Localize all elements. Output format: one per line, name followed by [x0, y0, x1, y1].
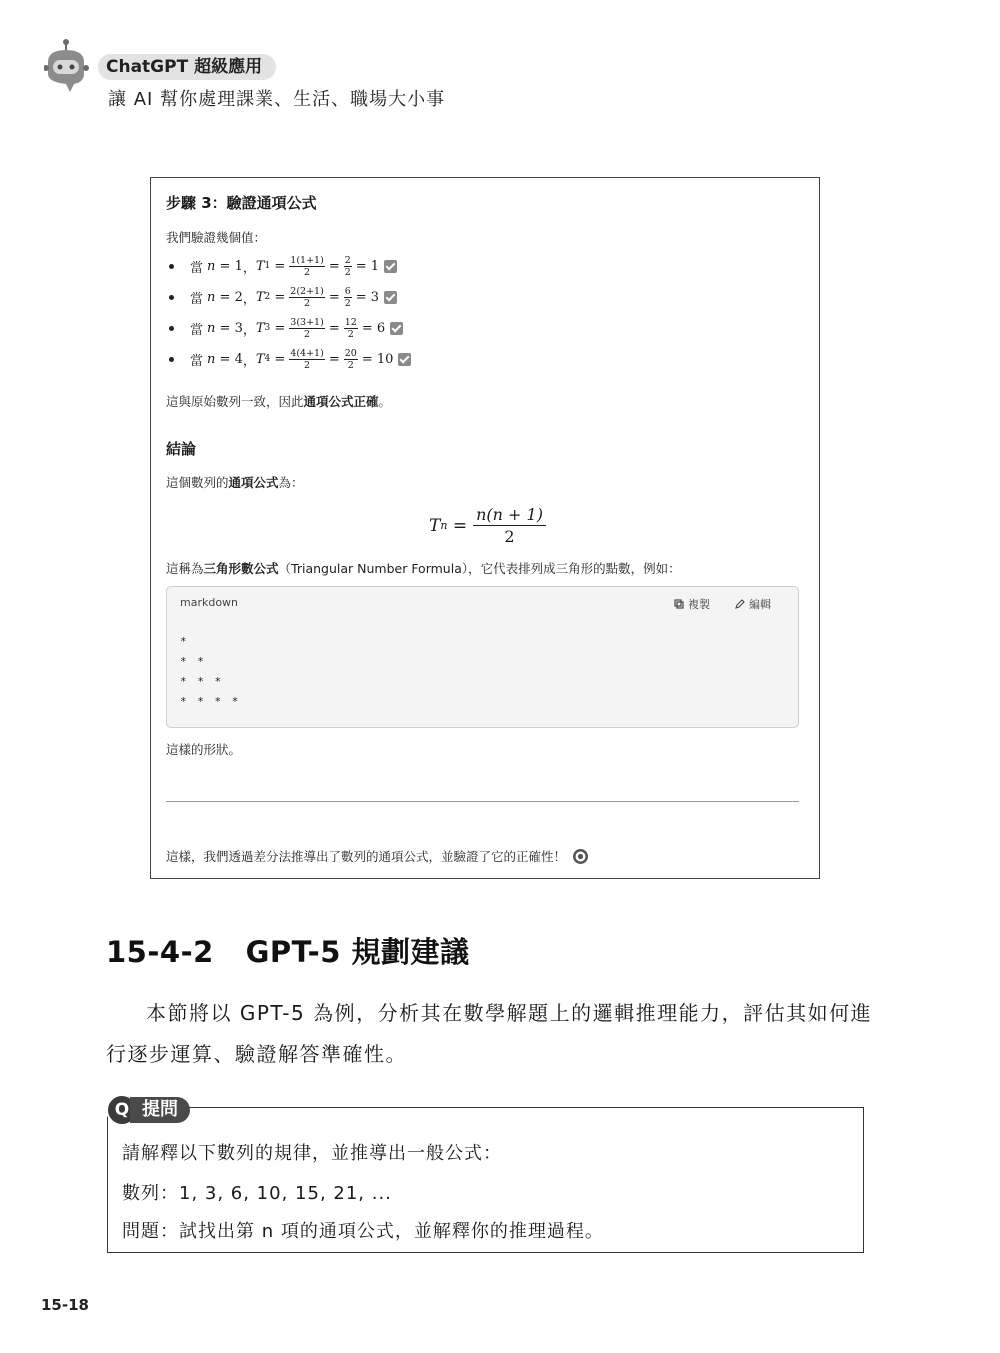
section-title: GPT-5 規劃建議 [245, 935, 470, 969]
row-n: 2 [234, 289, 243, 305]
row-frac2-num: 2 [344, 254, 351, 266]
row-frac-num: 4(4+1) [290, 347, 324, 359]
row-frac2-den: 2 [344, 266, 351, 278]
target-icon [572, 848, 589, 865]
formula-denominator: 2 [504, 527, 515, 546]
checkmark-icon [384, 260, 397, 273]
code-block [166, 586, 799, 728]
row-prefix: 當 [190, 291, 204, 307]
edit-label: 編輯 [749, 598, 771, 611]
row-prefix: 當 [190, 260, 204, 276]
row-prefix: 當 [190, 322, 204, 338]
bullet-icon [169, 326, 174, 331]
conclusion-heading: 結論 [166, 440, 197, 458]
question-line: 請解釋以下數列的規律，並推導出一般公式： [122, 1143, 502, 1164]
copy-icon [674, 599, 684, 609]
row-frac-den: 2 [304, 359, 311, 371]
robot-mascot-icon [44, 38, 100, 98]
verify-row: 當 n = 4 ， T 4 = $\frac{4(4+1)}{2}$ = $\frac{20}{2}$ = 10 [169, 347, 411, 371]
code-line: * * * * [180, 695, 241, 708]
row-result: 3 [370, 289, 380, 305]
formula-sub: n [440, 519, 448, 532]
bullet-icon [169, 264, 174, 269]
row-n: 1 [234, 258, 243, 274]
verify-intro: 我們驗證幾個值： [166, 230, 267, 245]
verify-row: 當 n = 1 ， T 1 = $\frac{1(1+1)}{2}$ = $\frac{2}{2}$ = 1 [169, 254, 397, 278]
bullet-icon [169, 295, 174, 300]
row-frac2-den: 2 [344, 297, 351, 309]
verify-row: 當 n = 3 ， T 3 = $\frac{3(3+1)}{2}$ = $\frac{12}{2}$ = 6 [169, 316, 403, 340]
code-language: markdown [180, 596, 239, 609]
conclusion-end: 為： [278, 475, 304, 490]
row-result: 6 [376, 320, 386, 336]
general-formula: T n = $\frac{n(n + 1)}{2}$ [429, 504, 546, 547]
row-sub: 2 [264, 292, 271, 302]
triangular-text [166, 559, 681, 577]
copy-label: 複製 [688, 598, 710, 611]
code-line: * [180, 635, 189, 648]
divider [166, 801, 799, 802]
question-tag [106, 1096, 190, 1124]
chat-response-panel [150, 177, 820, 879]
triangular-bold: 三角形數公式 [203, 561, 279, 576]
row-frac-num: 2(2+1) [290, 285, 324, 297]
row-frac-den: 2 [304, 328, 311, 340]
pencil-icon [735, 599, 745, 609]
checkmark-icon [398, 353, 411, 366]
row-frac2-num: 12 [344, 316, 357, 328]
row-result: 10 [376, 351, 394, 367]
row-frac2-num: 6 [344, 285, 351, 297]
question-line: 數列：1, 3, 6, 10, 15, 21, ... [122, 1183, 392, 1204]
confirm-bold: 通項公式正確 [303, 394, 379, 409]
row-frac2-den: 2 [347, 359, 354, 371]
row-frac-num: 3(3+1) [290, 316, 324, 328]
question-label: 提問 [130, 1097, 190, 1123]
formula-lhs: T [429, 515, 441, 536]
verify-confirm [166, 392, 391, 410]
triangular-post: （Triangular Number Formula），它代表排列成三角形的點數，例如： [278, 561, 681, 576]
row-prefix: 當 [190, 353, 204, 369]
closing-text [166, 847, 589, 865]
code-line: * * * [180, 675, 224, 688]
section-heading [106, 930, 469, 971]
conclusion-text: 這個數列的 [166, 475, 229, 490]
confirm-text: 這與原始數列一致，因此 [166, 394, 304, 409]
bullet-icon [169, 357, 174, 362]
question-icon: Q [106, 1094, 138, 1126]
step-heading: 步驟 3：驗證通項公式 [166, 194, 317, 212]
book-badge: ChatGPT 超級應用 [98, 54, 276, 80]
row-frac-den: 2 [304, 297, 311, 309]
section-paragraph-line: 本節將以 GPT-5 為例，分析其在數學解題上的邏輯推理能力，評估其如何進 [146, 1001, 873, 1025]
code-line: * * [180, 655, 206, 668]
row-n: 4 [234, 351, 243, 367]
shape-text: 這樣的形狀。 [166, 742, 242, 757]
page-number: 15-18 [41, 1296, 89, 1314]
checkmark-icon [390, 322, 403, 335]
row-frac2-num: 20 [344, 347, 357, 359]
checkmark-icon [384, 291, 397, 304]
row-sub: 4 [264, 354, 271, 364]
book-subtitle: 讓 AI 幫你處理課業、生活、職場大小事 [108, 89, 446, 110]
formula-numerator: n(n + 1) [473, 504, 546, 526]
row-n: 3 [234, 320, 243, 336]
row-sub: 3 [264, 323, 271, 333]
confirm-end: 。 [378, 394, 392, 409]
row-frac2-den: 2 [347, 328, 354, 340]
row-result: 1 [370, 258, 380, 274]
closing-sentence: 這樣，我們透過差分法推導出了數列的通項公式，並驗證了它的正確性！ [166, 849, 567, 864]
section-number: 15-4-2 [106, 935, 214, 969]
row-frac-den: 2 [304, 266, 311, 278]
conclusion-bold: 通項公式 [228, 475, 279, 490]
conclusion-intro [166, 473, 304, 491]
triangular-pre: 這稱為 [166, 561, 204, 576]
copy-button[interactable] [674, 596, 710, 612]
row-frac-num: 1(1+1) [290, 254, 324, 266]
verify-row: 當 n = 2 ， T 2 = $\frac{2(2+1)}{2}$ = $\frac{6}{2}$ = 3 [169, 285, 397, 309]
edit-button[interactable] [735, 596, 771, 612]
section-paragraph-line: 行逐步運算、驗證解答準確性。 [106, 1042, 407, 1066]
row-sub: 1 [264, 261, 271, 271]
question-line: 問題：試找出第 n 項的通項公式，並解釋你的推理過程。 [122, 1221, 604, 1242]
